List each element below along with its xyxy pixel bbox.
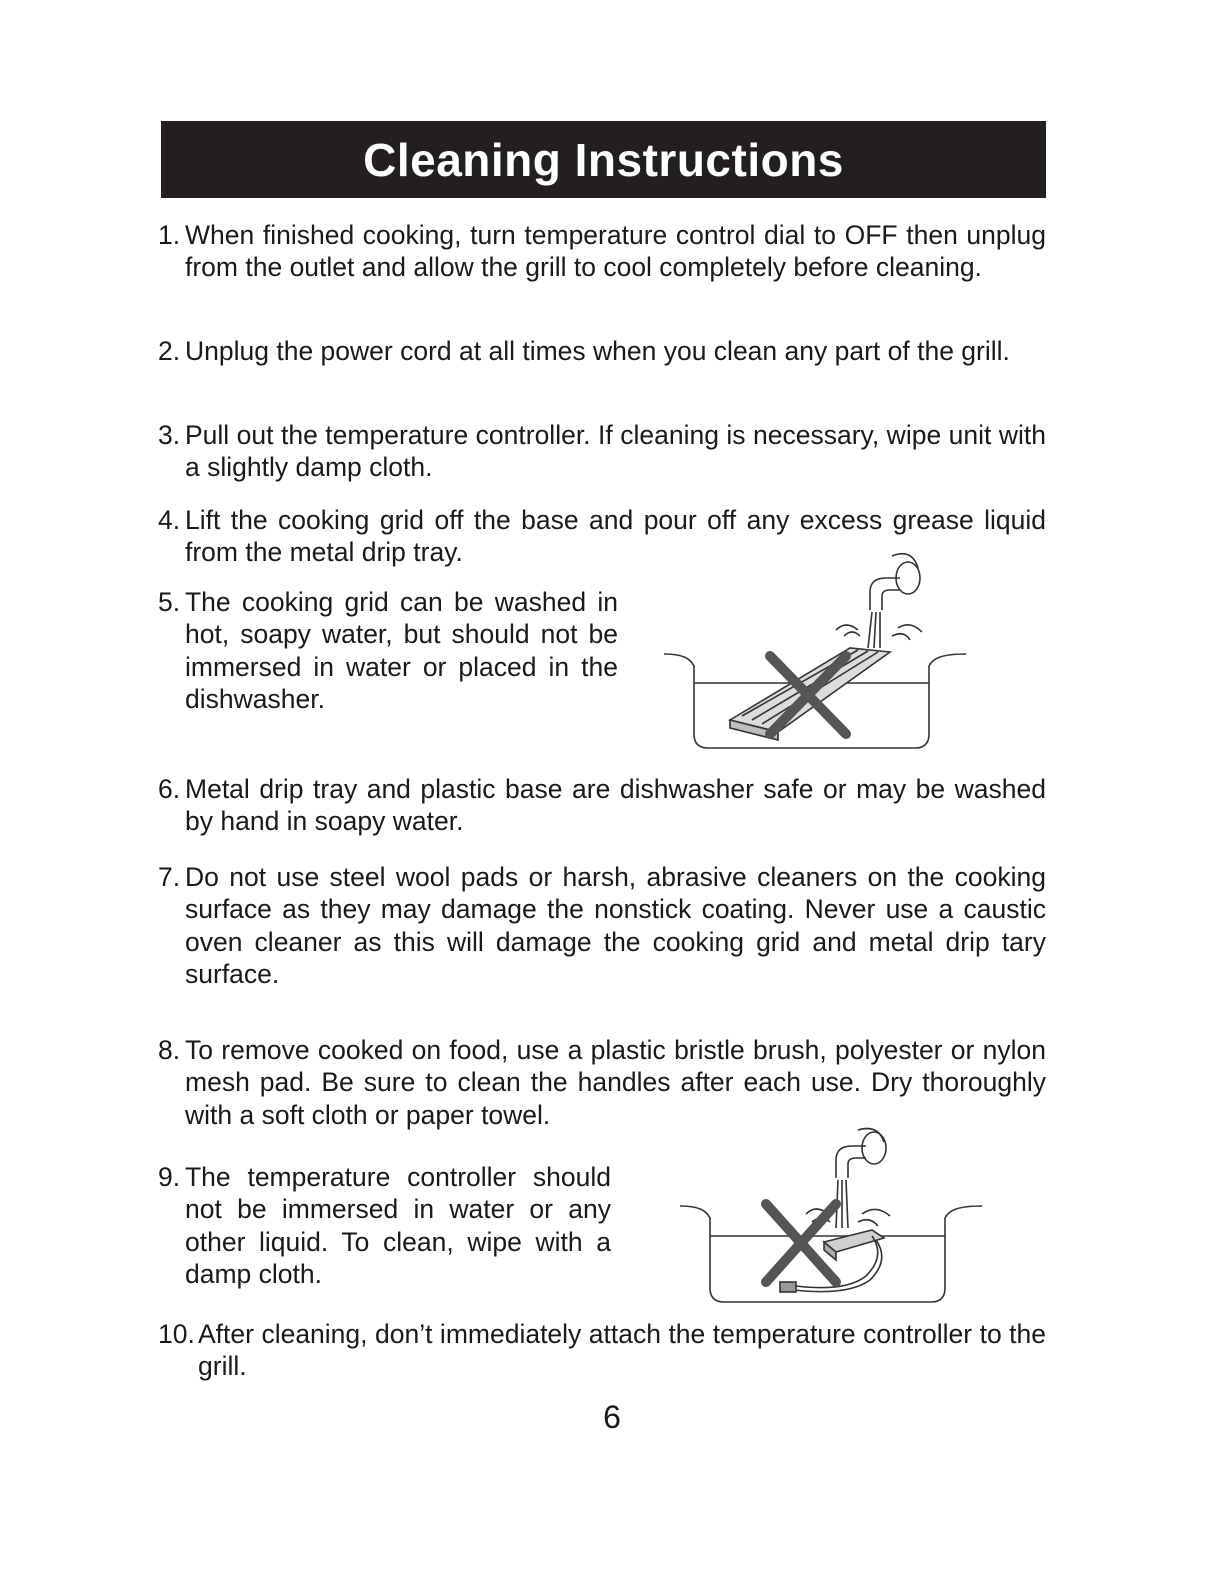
instruction-text: Unplug the power cord at all times when you clean any part of the grill. xyxy=(185,336,1010,366)
instruction-number: 1. xyxy=(158,220,181,250)
instruction-text: Do not use steel wool pads or harsh, abrasive cleaners on the cooking surface as they may damage the nonstick coating. Never use a caustic oven cleaner as this will damage the cooking grid and metal drip tary surface. xyxy=(185,862,1046,989)
instruction-item-7 xyxy=(158,861,1046,990)
instruction-text: When finished cooking, turn temperature control dial to OFF then unplug from the outlet and allow the grill to cool completely before cleaning. xyxy=(185,220,1046,283)
instruction-item-2 xyxy=(158,335,1046,367)
page-title: Cleaning Instructions xyxy=(363,133,844,186)
instruction-item-10 xyxy=(158,1318,1046,1383)
instruction-text: Lift the cooking grid off the base and pour off any excess grease liquid from the metal drip tray. xyxy=(185,505,1046,568)
instruction-item-3 xyxy=(158,419,1046,484)
instruction-number: 2. xyxy=(158,336,181,366)
instruction-text: To remove cooked on food, use a plastic bristle brush, polyester or nylon mesh pad. Be sure to clean the handles after each use. Dry thoroughly with a soft cloth or paper towel. xyxy=(185,1035,1046,1130)
instruction-number: 5. xyxy=(158,587,181,617)
instruction-number: 9. xyxy=(158,1162,181,1192)
instruction-number: 6. xyxy=(158,774,181,804)
instruction-number: 4. xyxy=(158,505,181,535)
instruction-text: The cooking grid can be washed in hot, soapy water, but should not be immersed in water or placed in the dishwasher. xyxy=(185,587,618,714)
instruction-text: The temperature controller should not be immersed in water or any other liquid. To clean, wipe with a damp cloth. xyxy=(185,1162,611,1289)
instruction-item-1 xyxy=(158,219,1046,284)
page-number: 6 xyxy=(603,1399,621,1435)
title-bar xyxy=(161,121,1046,198)
instruction-item-6 xyxy=(158,773,1046,838)
instruction-item-8 xyxy=(158,1034,1046,1131)
instruction-number: 10. xyxy=(158,1319,195,1349)
instruction-number: 7. xyxy=(158,862,181,892)
instruction-item-5 xyxy=(158,586,618,715)
instruction-text: Metal drip tray and plastic base are dishwasher safe or may be washed by hand in soapy water. xyxy=(185,774,1046,837)
instruction-number: 3. xyxy=(158,420,181,450)
instruction-item-9 xyxy=(158,1161,611,1290)
instruction-text: Pull out the temperature controller. If cleaning is necessary, wipe unit with a slightly damp cloth. xyxy=(185,420,1046,483)
instruction-text: After cleaning, don’t immediately attach the temperature controller to the grill. xyxy=(198,1319,1046,1382)
instruction-number: 8. xyxy=(158,1035,181,1065)
controller-not-immersed-illustration xyxy=(676,1126,988,1308)
grid-not-immersed-illustration xyxy=(660,548,980,758)
